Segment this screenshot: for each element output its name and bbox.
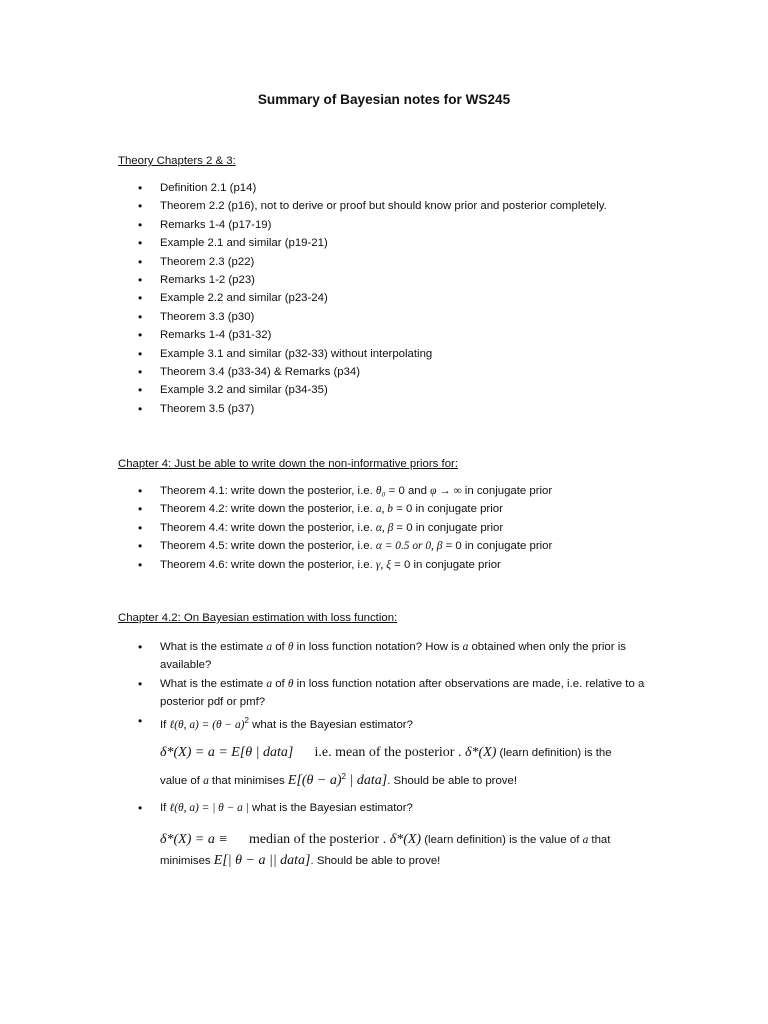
equation-mean: δ*(X) = a = E[θ | data] i.e. mean of the posterior . δ*(X) (learn definition) is the <box>160 745 612 760</box>
list-item: • Remarks 1-2 (p23) <box>138 271 668 289</box>
section-heading-chapter4: Chapter 4: Just be able to write down the non-informative priors for: <box>118 458 458 470</box>
list-item: • What is the estimate a of θ in loss function notation after observations are made, i.e. relative to a posterior pdf or pmf? <box>138 675 668 712</box>
section-heading-chapter42: Chapter 4.2: On Bayesian estimation with loss function: <box>118 612 398 624</box>
equation-median: δ*(X) = a ≡ median of the posterior . δ*(X) (learn definition) is the value of a that <box>160 832 611 847</box>
list-item: • Example 2.2 and similar (p23-24) <box>138 289 668 307</box>
section-heading-theory: Theory Chapters 2 & 3: <box>118 155 236 167</box>
list-item: • Definition 2.1 (p14) <box>138 179 668 197</box>
list-item: • Example 3.2 and similar (p34-35) <box>138 381 668 399</box>
chapter42-list <box>138 638 668 734</box>
list-item: • Theorem 4.1: write down the posterior, i.e. θ₀ = 0 and φ → ∞ in conjugate prior <box>138 482 668 500</box>
list-item: • If ℓ(θ, $a) = (\theta - a)^2$ what is the Bayesian estimator? <box>138 712 668 734</box>
page-title: Summary of Bayesian notes for WS245 <box>257 92 511 107</box>
list-item: • Theorem 2.2 (p16), not to derive or proof but should know prior and posterior completely. <box>138 197 668 215</box>
list-item: • What is the estimate a of θ in loss function notation? How is a obtained when only the prior is available? <box>138 638 668 675</box>
list-item: • Theorem 2.3 (p22) <box>138 253 668 271</box>
list-item: • Theorem 4.5: write down the posterior, i.e. α = 0.5 or 0, β = 0 in conjugate prior <box>138 537 668 555</box>
list-item: • Remarks 1-4 (p17-19) <box>138 216 668 234</box>
list-item: • Theorem 3.5 (p37) <box>138 400 668 418</box>
list-item: • Theorem 4.4: write down the posterior, i.e. α, β = 0 in conjugate prior <box>138 519 668 537</box>
equation-mean-continued: value of a that minimises $E[(\theta - a)^2$ | data]. Should be able to prove! <box>160 772 518 788</box>
list-item: • Theorem 4.6: write down the posterior, i.e. γ, ξ = 0 in conjugate prior <box>138 556 668 574</box>
list-item: • Theorem 3.4 (p33-34) & Remarks (p34) <box>138 363 668 381</box>
list-item: • If ℓ(θ, a) = | θ − a | what is the Bayesian estimator? <box>138 799 668 817</box>
list-item: • Theorem 3.3 (p30) <box>138 308 668 326</box>
equation-median-continued: minimises E[| θ − a || data]. Should be able to prove! <box>160 853 441 868</box>
chapter4-list <box>138 482 668 574</box>
list-item: • Example 2.1 and similar (p19-21) <box>138 234 668 252</box>
list-item: • Theorem 4.2: write down the posterior, i.e. a, b = 0 in conjugate prior <box>138 500 668 518</box>
list-item: • Example 3.1 and similar (p32-33) without interpolating <box>138 345 668 363</box>
chapter42-list-continued <box>138 799 668 817</box>
list-item: • Remarks 1-4 (p31-32) <box>138 326 668 344</box>
theory-list <box>138 179 668 418</box>
